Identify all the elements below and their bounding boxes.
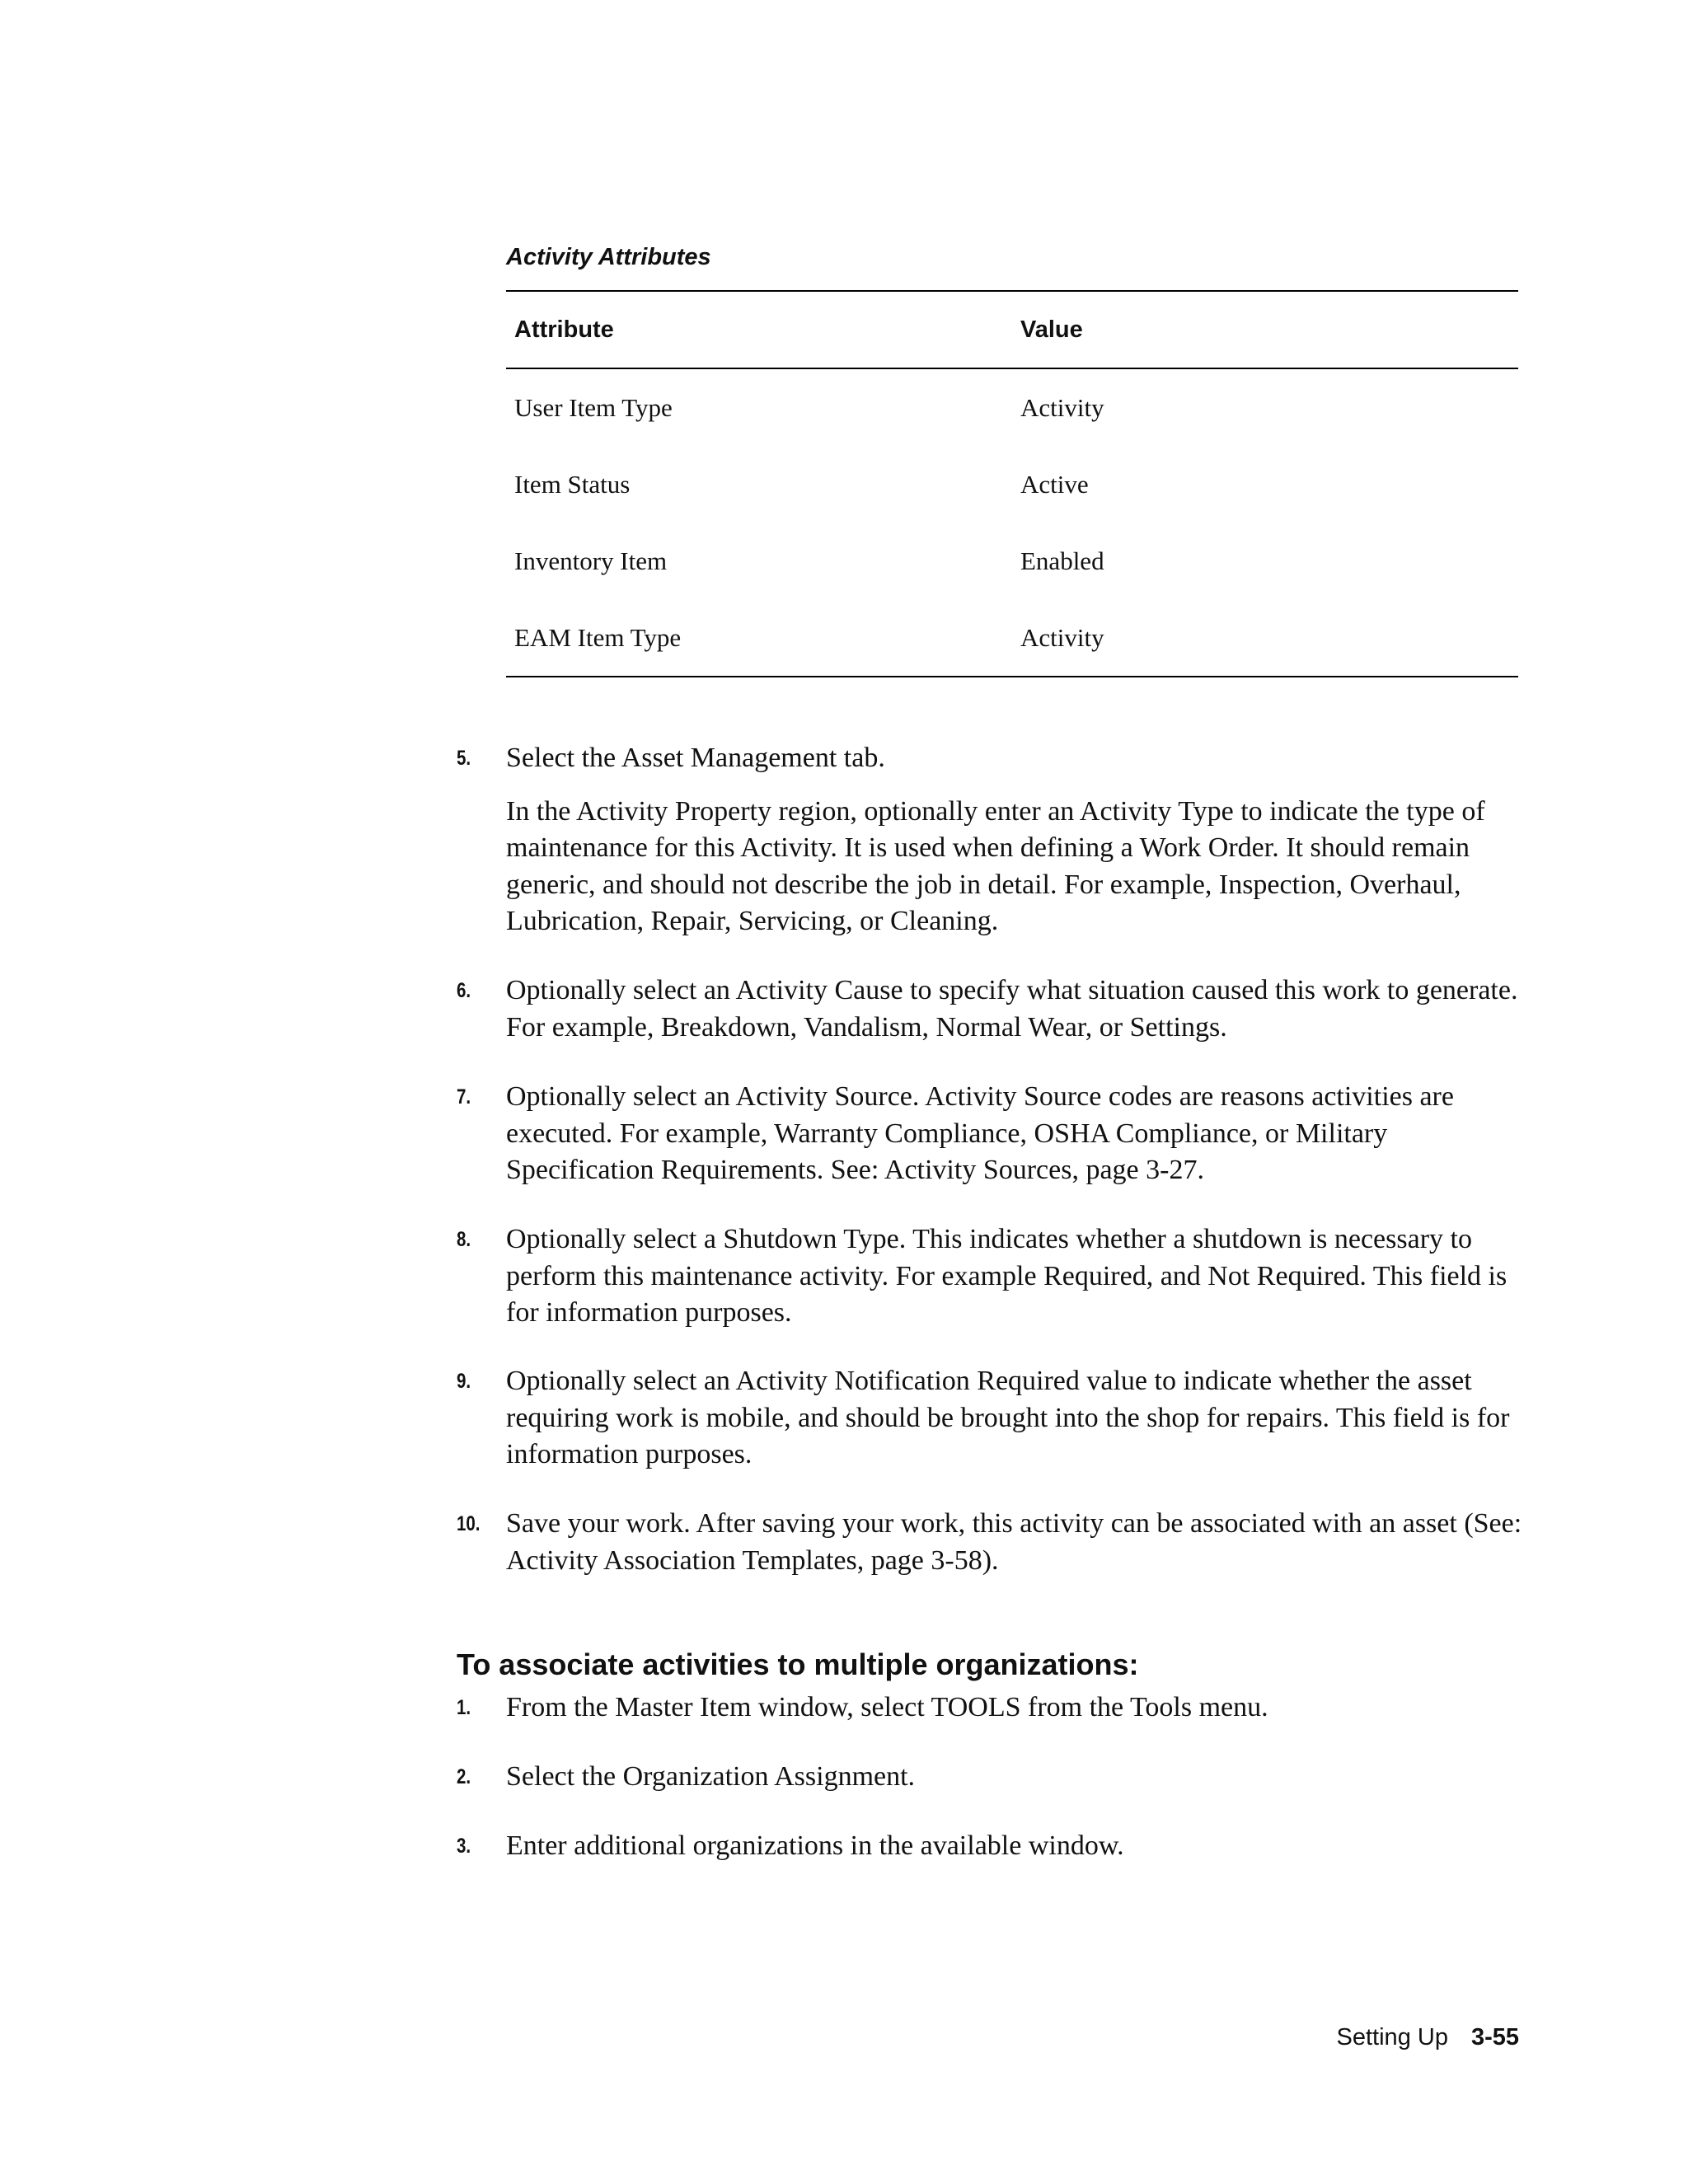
step-text: Optionally select an Activity Cause to specify what situation caused this work to generate. For example, Breakdown, Vandalism, Normal Wear, or Settings. [506,975,1518,1043]
table-row [506,446,1518,523]
table-header-row [506,291,1518,368]
step-detail: In the Activity Property region, optionally enter an Activity Type to indicate the type of maintenance for this Activity. It is used when defining a Work Order. It should remain generic, and should not describe the job in detail. For example, Inspection, Overhaul, Lubrication, Repair, Servicing, or Cleaning. [506,795,1485,936]
step-7 [457,1079,1524,1189]
value-cell: Activity [1012,599,1518,677]
step-text: Enter additional organizations in the available window. [506,1830,1124,1861]
page-footer [1337,2021,1519,2054]
value-cell: Enabled [1020,546,1104,575]
org-step-3 [457,1828,1524,1865]
org-step-1 [457,1690,1524,1727]
activity-attributes-table [506,290,1518,677]
step-number: 2. [457,1765,471,1788]
org-step-2 [457,1759,1524,1796]
step-10 [457,1506,1524,1579]
step-number: 1. [457,1696,471,1719]
step-number: 8. [457,1228,471,1251]
attribute-cell: EAM Item Type [506,599,1012,677]
table-row [506,368,1518,446]
step-text: Select the Organization Assignment. [506,1761,916,1792]
step-number: 10. [457,1512,481,1535]
step-5 [457,740,1524,940]
step-text: Select the Asset Management tab. [506,743,885,773]
attribute-cell: User Item Type [514,392,673,422]
column-header-attribute: Attribute [506,291,1012,368]
step-text: Optionally select a Shutdown Type. This indicates whether a shutdown is necessary to perform this maintenance activity. For example Required, and Not Required. This field is for information purposes. [506,1224,1507,1328]
step-number: 3. [457,1835,471,1858]
step-text [506,1506,1524,1579]
step-text-main: Save your work. After saving your work, this activity can be associated with an asset (See: Activity Association Templates, page 3-58). [506,1508,1522,1576]
step-number: 7. [457,1085,471,1108]
attribute-cell: Inventory Item [514,546,668,575]
section-heading: To associate activities to multiple organizations: [457,1647,1139,1681]
table-caption: Activity Attributes [506,244,711,270]
step-6 [457,972,1524,1046]
footer-section-title: Setting Up [1336,2024,1448,2050]
step-9 [457,1363,1524,1474]
value-cell: Active [1020,469,1089,499]
step-text: Optionally select an Activity Source. Activity Source codes are reasons activities are executed. For example, Warranty Compliance, OSHA Compliance, or Military Specification Requirements. See: Activity Sources, page 3-27. [506,1081,1454,1185]
page-number: 3-55 [1470,2024,1519,2050]
step-8 [457,1221,1524,1332]
table-row [506,523,1518,599]
column-header-value: Value [1012,291,1518,368]
step-text: Optionally select an Activity Notification Required value to indicate whether the asset requiring work is mobile, and should be brought into the shop for repairs. This field is for information purposes. [506,1366,1510,1469]
step-number: 9. [457,1370,471,1393]
attribute-cell: Item Status [514,469,631,499]
step-number: 5. [457,747,471,770]
step-text: From the Master Item window, select TOOLS from the Tools menu. [506,1692,1268,1722]
step-number: 6. [457,979,471,1002]
value-cell: Activity [1020,392,1104,422]
table-row [506,599,1518,677]
